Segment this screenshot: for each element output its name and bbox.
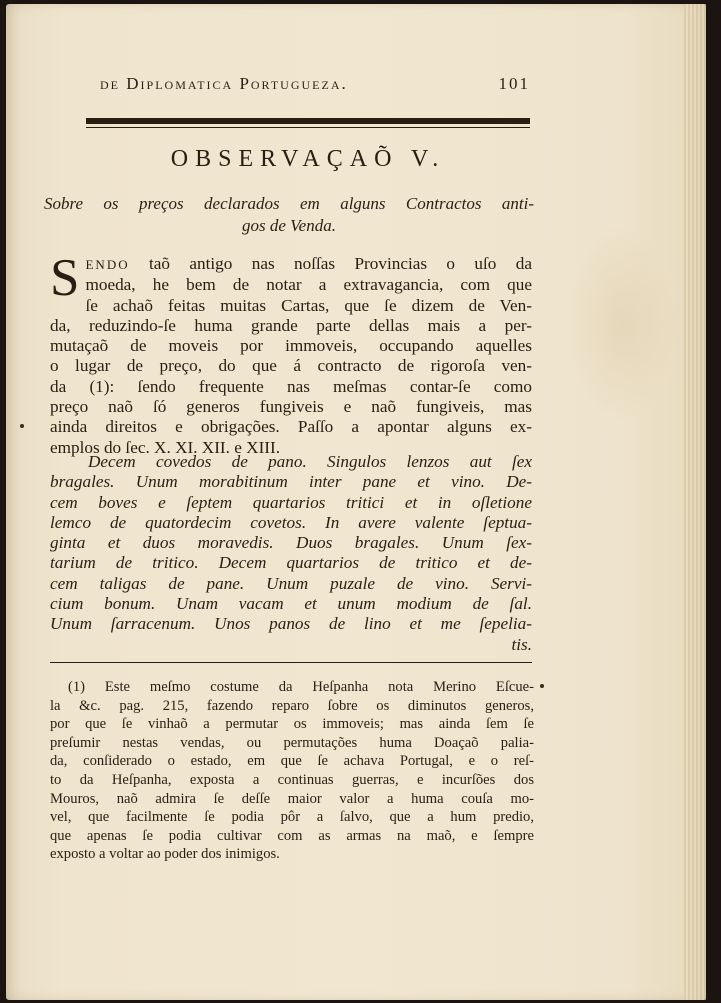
paragraph-line	[50, 254, 532, 275]
latin-line: Unum ſarracenum. Unos panos de lino et me ſepelia-	[50, 614, 532, 634]
latin-examples	[50, 452, 532, 655]
main-paragraph	[50, 249, 532, 458]
footnote-line: que apenas ſe podia cultivar com as armas na maõ, e ſempre	[50, 827, 534, 844]
paragraph-line: ſe achaõ feitas muitas Cartas, que ſe dizem de Ven-	[85, 295, 532, 315]
paragraph-line: emplos do ſec. X. XI. XII. e XIII.	[50, 437, 281, 457]
running-head-title: de Diplomatica Portugueza.	[100, 74, 348, 93]
footnote-rule	[50, 662, 532, 663]
latin-line: lemco de quatordecim covetos. In avere valente ſeptua-	[50, 512, 532, 532]
latin-line: Decem covedos de pano. Singulos lenzos aut ſex	[88, 452, 532, 471]
latin-line: ginta et duos moravedis. Duos bragales. Unum ſex-	[50, 533, 532, 553]
latin-line: cem boves e ſeptem quartarios tritici et in oſletione	[50, 492, 532, 512]
subtitle-line: gos de Venda.	[242, 216, 336, 235]
subtitle-line: Sobre os preços declarados em alguns Contractos anti-	[44, 194, 534, 213]
page-number: 101	[498, 74, 530, 93]
head-rule-thick	[86, 118, 530, 124]
paragraph-line: da, reduzindo-ſe huma grande parte dellas mais a per-	[50, 315, 532, 335]
latin-line: tarium de tritico. Decem quartarios de tritico et de-	[50, 553, 532, 573]
running-head	[100, 74, 530, 94]
head-rule-thin	[86, 127, 530, 128]
footnote-line: la &c. pag. 215, fazendo reparo ſobre os diminutos generos,	[50, 697, 534, 714]
observation-title: OBSERVAÇAÕ V.	[170, 146, 446, 172]
footnote-line: to da Heſpanha, exposta a continuas guerras, e incurſões dos	[50, 771, 534, 788]
paragraph-line: moeda, he bem de notar a extravagancia, com que	[85, 275, 532, 295]
footnote-line: exposto a voltar ao poder dos inimigos.	[50, 846, 280, 863]
paper-stain	[566, 224, 676, 424]
opening-word: ENDO	[85, 257, 130, 272]
footnote-line: (1) Este meſmo costume da Heſpanha nota Merino Eſcue-	[68, 679, 534, 695]
paragraph-line: da (1): ſendo frequente nas meſmas contar-ſe como	[50, 376, 532, 396]
paragraph-line: o lugar de preço, do que á contracto de rigoroſa ven-	[50, 356, 532, 376]
paragraph-line: preço naõ ſó generos fungiveis e naõ fungiveis, mas	[50, 397, 532, 417]
footnote-line: da, conſiderado o estado, em que ſe achava Portugal, e o reſ-	[50, 753, 534, 770]
paragraph-line: ainda direitos e obrigações. Paſſo a apontar alguns ex-	[50, 417, 532, 437]
margin-mark	[20, 424, 24, 428]
page-edge	[684, 4, 706, 1000]
drop-cap: S	[50, 249, 80, 307]
footnote-line: Mouros, naõ admira ſe deſſe maior valor a huma couſa mo-	[50, 790, 534, 807]
margin-mark	[540, 684, 544, 688]
paragraph-line-text: taõ antigo nas noſſas Provincias o uſo da	[129, 254, 532, 273]
footnote-line: preſumir nestas vendas, ou permutações huma Doaçaõ palia-	[50, 734, 534, 751]
latin-line: cem taligas de pane. Unum puzale de vino. Servi-	[50, 573, 532, 593]
latin-line: cium bonum. Unam vacam et unum modium de ſal.	[50, 594, 532, 614]
footnote-line: vel, que facilmente ſe podia pôr a ſalvo, que a hum predio,	[50, 809, 534, 826]
paragraph-line: mutaçaõ de moveis por immoveis, occupando aquelles	[50, 336, 532, 356]
footnote	[50, 678, 534, 864]
observation-subtitle	[44, 193, 534, 237]
latin-line: tis.	[511, 634, 532, 654]
latin-line: bragales. Unum morabitinum inter pane et vino. De-	[50, 472, 532, 492]
footnote-line: por que ſe vinhaõ a permutar os immoveis; mas ainda ſem ſe	[50, 716, 534, 733]
